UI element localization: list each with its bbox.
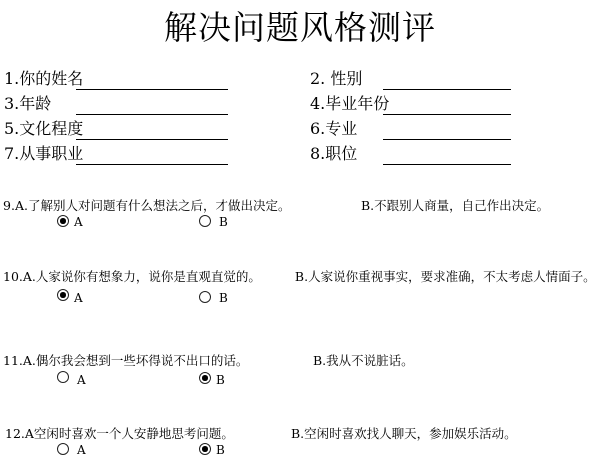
question-12-radio-a[interactable] <box>57 443 69 455</box>
question-10-radio-b-label: B <box>219 291 228 305</box>
question-9-radio-a[interactable] <box>57 215 69 227</box>
question-9-radio-a-label: A <box>74 215 83 229</box>
question-11-number: 11. <box>3 353 23 368</box>
question-12-radio-b[interactable] <box>199 443 211 455</box>
age-input-line[interactable] <box>76 114 228 115</box>
question-10-option-b-text: B.人家说你重视事实，要求准确，不太考虑人情面子。 <box>294 269 596 284</box>
question-11-option-a-text: 11.A.偶尔我会想到一些坏得说不出口的话。 <box>3 353 249 368</box>
question-11-radio-a-label: A <box>77 373 86 387</box>
question-11-option-b-text: B.我从不说脏话。 <box>313 353 414 368</box>
question-10-radio-a[interactable] <box>57 289 69 301</box>
question-10-text <box>3 268 600 286</box>
question-11-radio-b-label: B <box>216 373 225 387</box>
question-10-radio-a-label: A <box>74 291 83 305</box>
question-12-radio-b-label: B <box>216 443 225 457</box>
question-9-radio-b-label: B <box>219 215 228 229</box>
question-9-option-b-text: B.不跟别人商量，自己作出决定。 <box>361 198 550 213</box>
field-label-education: 5.文化程度 <box>4 119 84 138</box>
question-9-number: 9. <box>3 198 15 213</box>
question-12-option-b-text: B.空闲时喜欢找人聊天，参加娱乐活动。 <box>291 426 517 441</box>
graduation-year-input-line[interactable] <box>383 114 511 115</box>
major-input-line[interactable] <box>383 139 511 140</box>
field-label-position: 8.职位 <box>310 144 358 163</box>
occupation-input-line[interactable] <box>76 164 228 165</box>
field-label-gender: 2. 性别 <box>310 69 363 88</box>
question-12-number: 12. <box>5 426 25 441</box>
question-9-radio-b[interactable] <box>199 215 211 227</box>
education-input-line[interactable] <box>76 139 228 140</box>
question-10-number: 10. <box>3 269 23 284</box>
position-input-line[interactable] <box>383 164 511 165</box>
question-9-option-a-text: 9.A.了解别人对问题有什么想法之后，才做出决定。 <box>3 198 291 213</box>
question-11-radio-a[interactable] <box>57 371 69 383</box>
name-input-line[interactable] <box>76 89 228 90</box>
field-label-age: 3.年龄 <box>4 94 52 113</box>
field-label-major: 6.专业 <box>310 119 358 138</box>
question-12-radio-a-label: A <box>77 443 86 457</box>
question-11-radio-b[interactable] <box>199 372 211 384</box>
page-title: 解决问题风格测评 <box>164 8 436 47</box>
gender-input-line[interactable] <box>383 89 511 90</box>
question-12-option-a-text: 12.A空闲时喜欢一个人安静地思考问题。 <box>5 426 234 441</box>
field-label-occupation: 7.从事职业 <box>4 144 84 163</box>
question-10-option-a-text: A.人家说你有想象力，说你是直观直觉的。 <box>22 269 261 284</box>
question-10-radio-b[interactable] <box>199 291 211 303</box>
field-label-name: 1.你的姓名 <box>4 69 84 88</box>
field-label-graduation-year: 4.毕业年份 <box>310 94 390 113</box>
